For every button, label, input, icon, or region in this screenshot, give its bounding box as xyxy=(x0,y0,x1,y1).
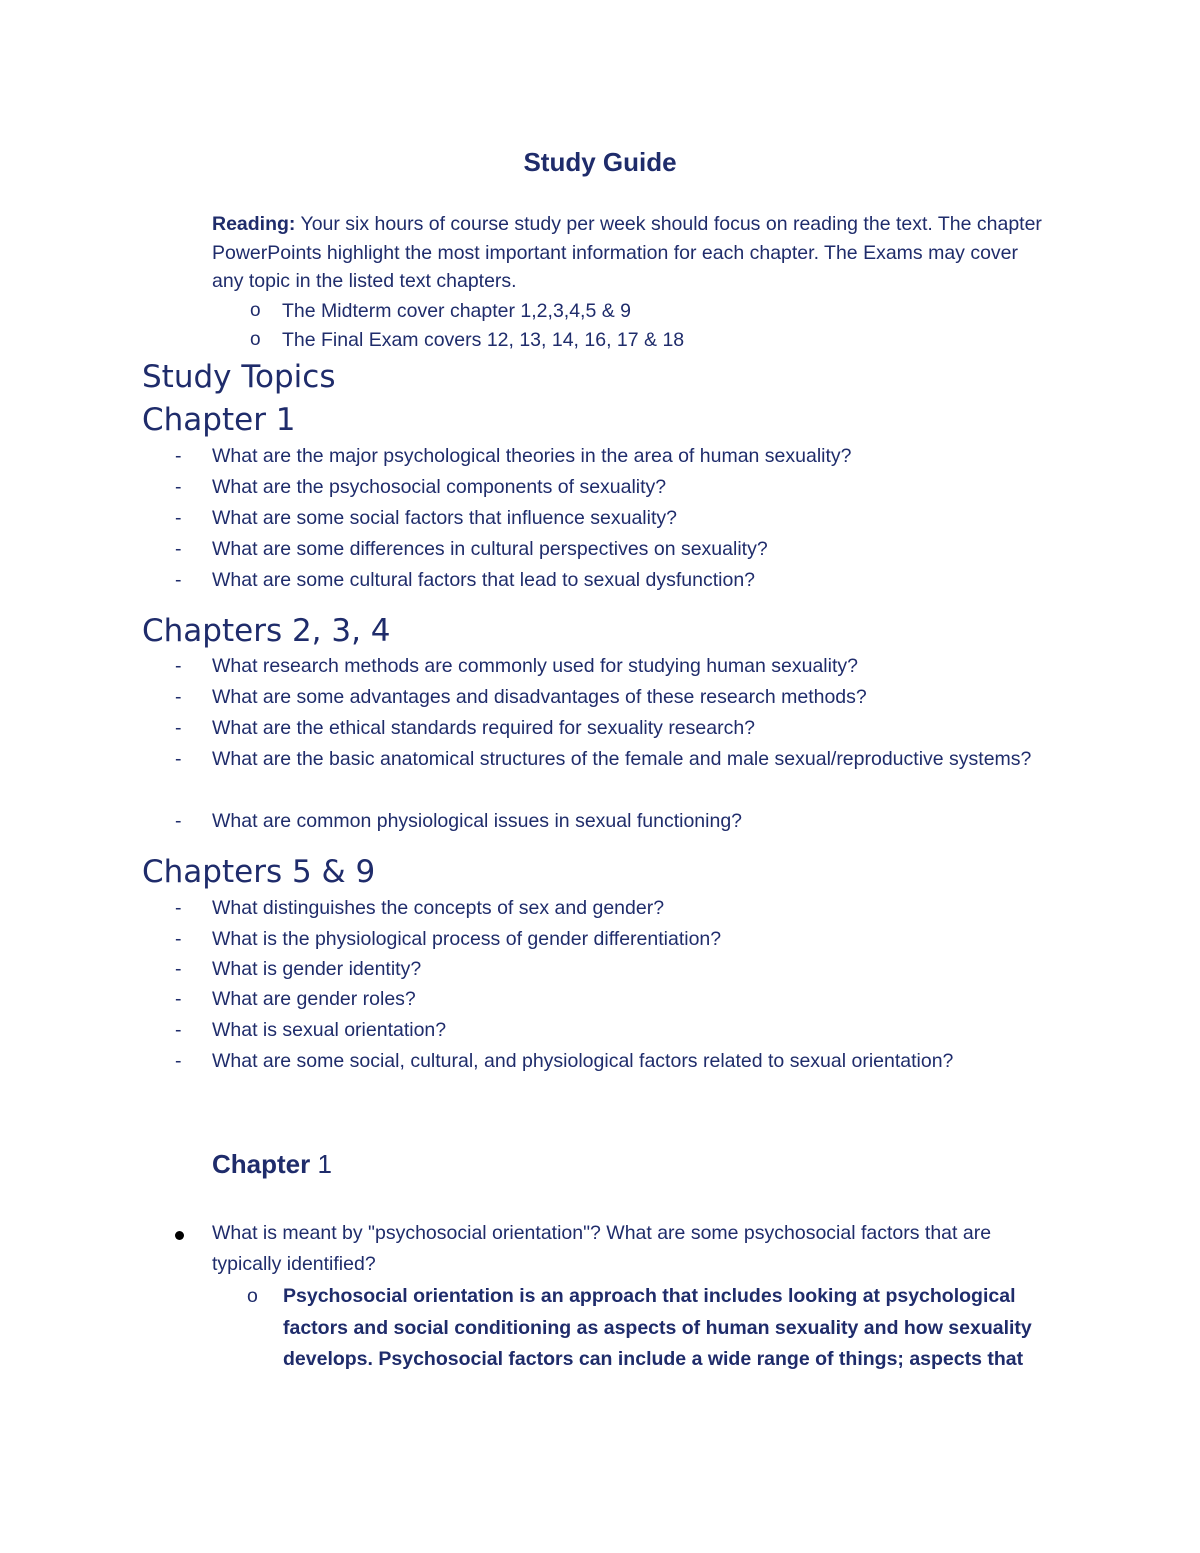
list-marker: - xyxy=(175,928,182,950)
list-marker: - xyxy=(175,897,182,919)
list-item-text: What are some cultural factors that lead to sexual dysfunction? xyxy=(212,569,756,591)
study-topics-heading: Study Topics xyxy=(142,359,336,395)
detail-heading-number: 1 xyxy=(310,1149,332,1179)
list-item-text: What are the major psychological theories in the area of human sexuality? xyxy=(212,445,852,467)
list-marker: - xyxy=(175,717,182,739)
list-marker: - xyxy=(175,988,182,1010)
list-marker: - xyxy=(175,507,182,529)
section-heading: Chapter 1 xyxy=(142,402,296,438)
section-heading: Chapters 2, 3, 4 xyxy=(142,613,391,649)
list-item-text: What are common physiological issues in sexual functioning? xyxy=(212,810,743,832)
answer-text: Psychosocial orientation is an approach that includes looking at psychological factors and social conditioning as aspects of human sexuality and how sexuality develops. Psychosocial factors can include a wide range of things; aspects that xyxy=(283,1285,1032,1370)
reading-label: Reading: xyxy=(212,213,296,235)
exam-item-text: The Midterm cover chapter 1,2,3,4,5 & 9 xyxy=(282,300,632,322)
list-marker: o xyxy=(247,1285,258,1307)
list-item-text: What are the psychosocial components of sexuality? xyxy=(212,476,667,498)
list-marker: - xyxy=(175,748,182,770)
list-marker: - xyxy=(175,1050,182,1072)
list-item-text: What distinguishes the concepts of sex and gender? xyxy=(212,897,665,919)
list-marker: - xyxy=(175,655,182,677)
list-item-text: What are gender roles? xyxy=(212,988,416,1010)
reading-paragraph xyxy=(212,210,1052,296)
list-item-text: What is sexual orientation? xyxy=(212,1019,447,1041)
detail-section-heading xyxy=(212,1146,332,1182)
list-marker: o xyxy=(250,329,261,350)
list-item-text: What are some differences in cultural perspectives on sexuality? xyxy=(212,538,768,560)
detail-heading-label: Chapter xyxy=(212,1149,311,1179)
list-marker: - xyxy=(175,686,182,708)
list-item-text: What are the basic anatomical structures of the female and male sexual/reproductive systems? xyxy=(212,748,1032,770)
list-marker: - xyxy=(175,569,182,591)
reading-text: Your six hours of course study per week should focus on reading the text. The chapter PowerPoints highlight the most important information for each chapter. The Exams may cover any topic in the listed text chapters. xyxy=(212,213,1042,292)
list-item-text: What are the ethical standards required for sexuality research? xyxy=(212,717,756,739)
list-marker: - xyxy=(175,538,182,560)
list-marker: - xyxy=(175,958,182,980)
list-item-text: What are some social factors that influence sexuality? xyxy=(212,507,677,529)
list-item-text: What are some advantages and disadvantages of these research methods? xyxy=(212,686,867,708)
list-item-text: What is gender identity? xyxy=(212,958,422,980)
exam-item-text: The Final Exam covers 12, 13, 14, 16, 17 & 18 xyxy=(282,329,685,351)
list-item-text: What is the physiological process of gender differentiation? xyxy=(212,928,722,950)
list-marker: - xyxy=(175,1019,182,1041)
question-text: What is meant by "psychosocial orientation"? What are some psychosocial factors that are typically identified? xyxy=(212,1222,992,1275)
list-marker: - xyxy=(175,810,182,832)
section-heading: Chapters 5 & 9 xyxy=(142,854,376,890)
bullet-icon xyxy=(175,1231,184,1240)
list-marker: - xyxy=(175,476,182,498)
list-item-text: What are some social, cultural, and physiological factors related to sexual orientation? xyxy=(212,1050,954,1072)
list-marker: o xyxy=(250,300,261,321)
list-marker: - xyxy=(175,445,182,467)
page-title: Study Guide xyxy=(523,147,677,177)
list-item-text: What research methods are commonly used for studying human sexuality? xyxy=(212,655,858,677)
